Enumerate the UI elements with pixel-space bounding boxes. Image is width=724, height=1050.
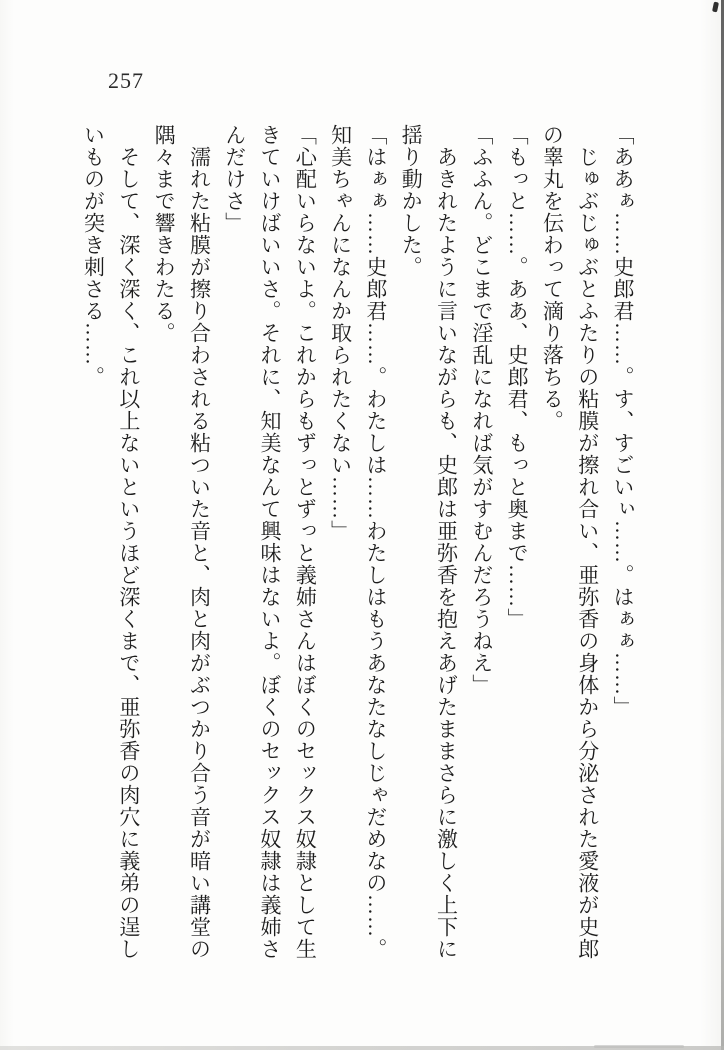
text-line: 濡れた粘膜が擦り合わされる粘ついた音と、肉と肉がぶつかり合う音が暗い講堂の [187, 146, 212, 960]
text-line: じゅぶじゅぶとふたりの粘膜が擦れ合い、亜弥香の身体から分泌された愛液が史郎 [575, 146, 600, 960]
text-line: 「ふふん。どこまで淫乱になれば気がすむんだろうねえ」 [469, 124, 494, 696]
text-line: 「はぁぁ……史郎君……。わたしは……わたしはもうあなたなしじゃだめなの……。 [363, 124, 388, 960]
text-line: きていけばいいさ。それに、知美なんて興味はないよ。ぼくのセックス奴隷は義姉さ [258, 124, 283, 960]
scan-smudge [594, 1045, 684, 1048]
text-line: の睾丸を伝わって滴り落ちる。 [540, 124, 565, 432]
text-line: 隅々まで響きわたる。 [152, 124, 177, 344]
text-line: 「心配いらないよ。これからもずっとずっと義姉さんはぼくのセックス奴隷として生 [293, 124, 318, 960]
text-line: 揺り動かした。 [399, 124, 424, 278]
text-line: いものが突き刺さる……。 [81, 124, 106, 388]
text-line: 「もっと……。ああ、史郎君、もっと奥まで……」 [505, 124, 530, 630]
text-block [74, 124, 640, 969]
text-line: 知美ちゃんになんか取られたくない……」 [328, 124, 353, 542]
text-line: んだけさ」 [222, 124, 247, 234]
text-line: そして、深く深く、これ以上ないというほど深くまで、亜弥香の肉穴に義弟の逞し [116, 146, 141, 960]
scan-speck [712, 2, 719, 13]
text-line: 「ああぁ……史郎君……。す、すごいぃ……。はぁぁ……」 [611, 124, 635, 718]
text-line: あきれたように言いながらも、史郎は亜弥香を抱えあげたままさらに激しく上下に [434, 146, 459, 960]
page-number: 257 [108, 68, 144, 93]
